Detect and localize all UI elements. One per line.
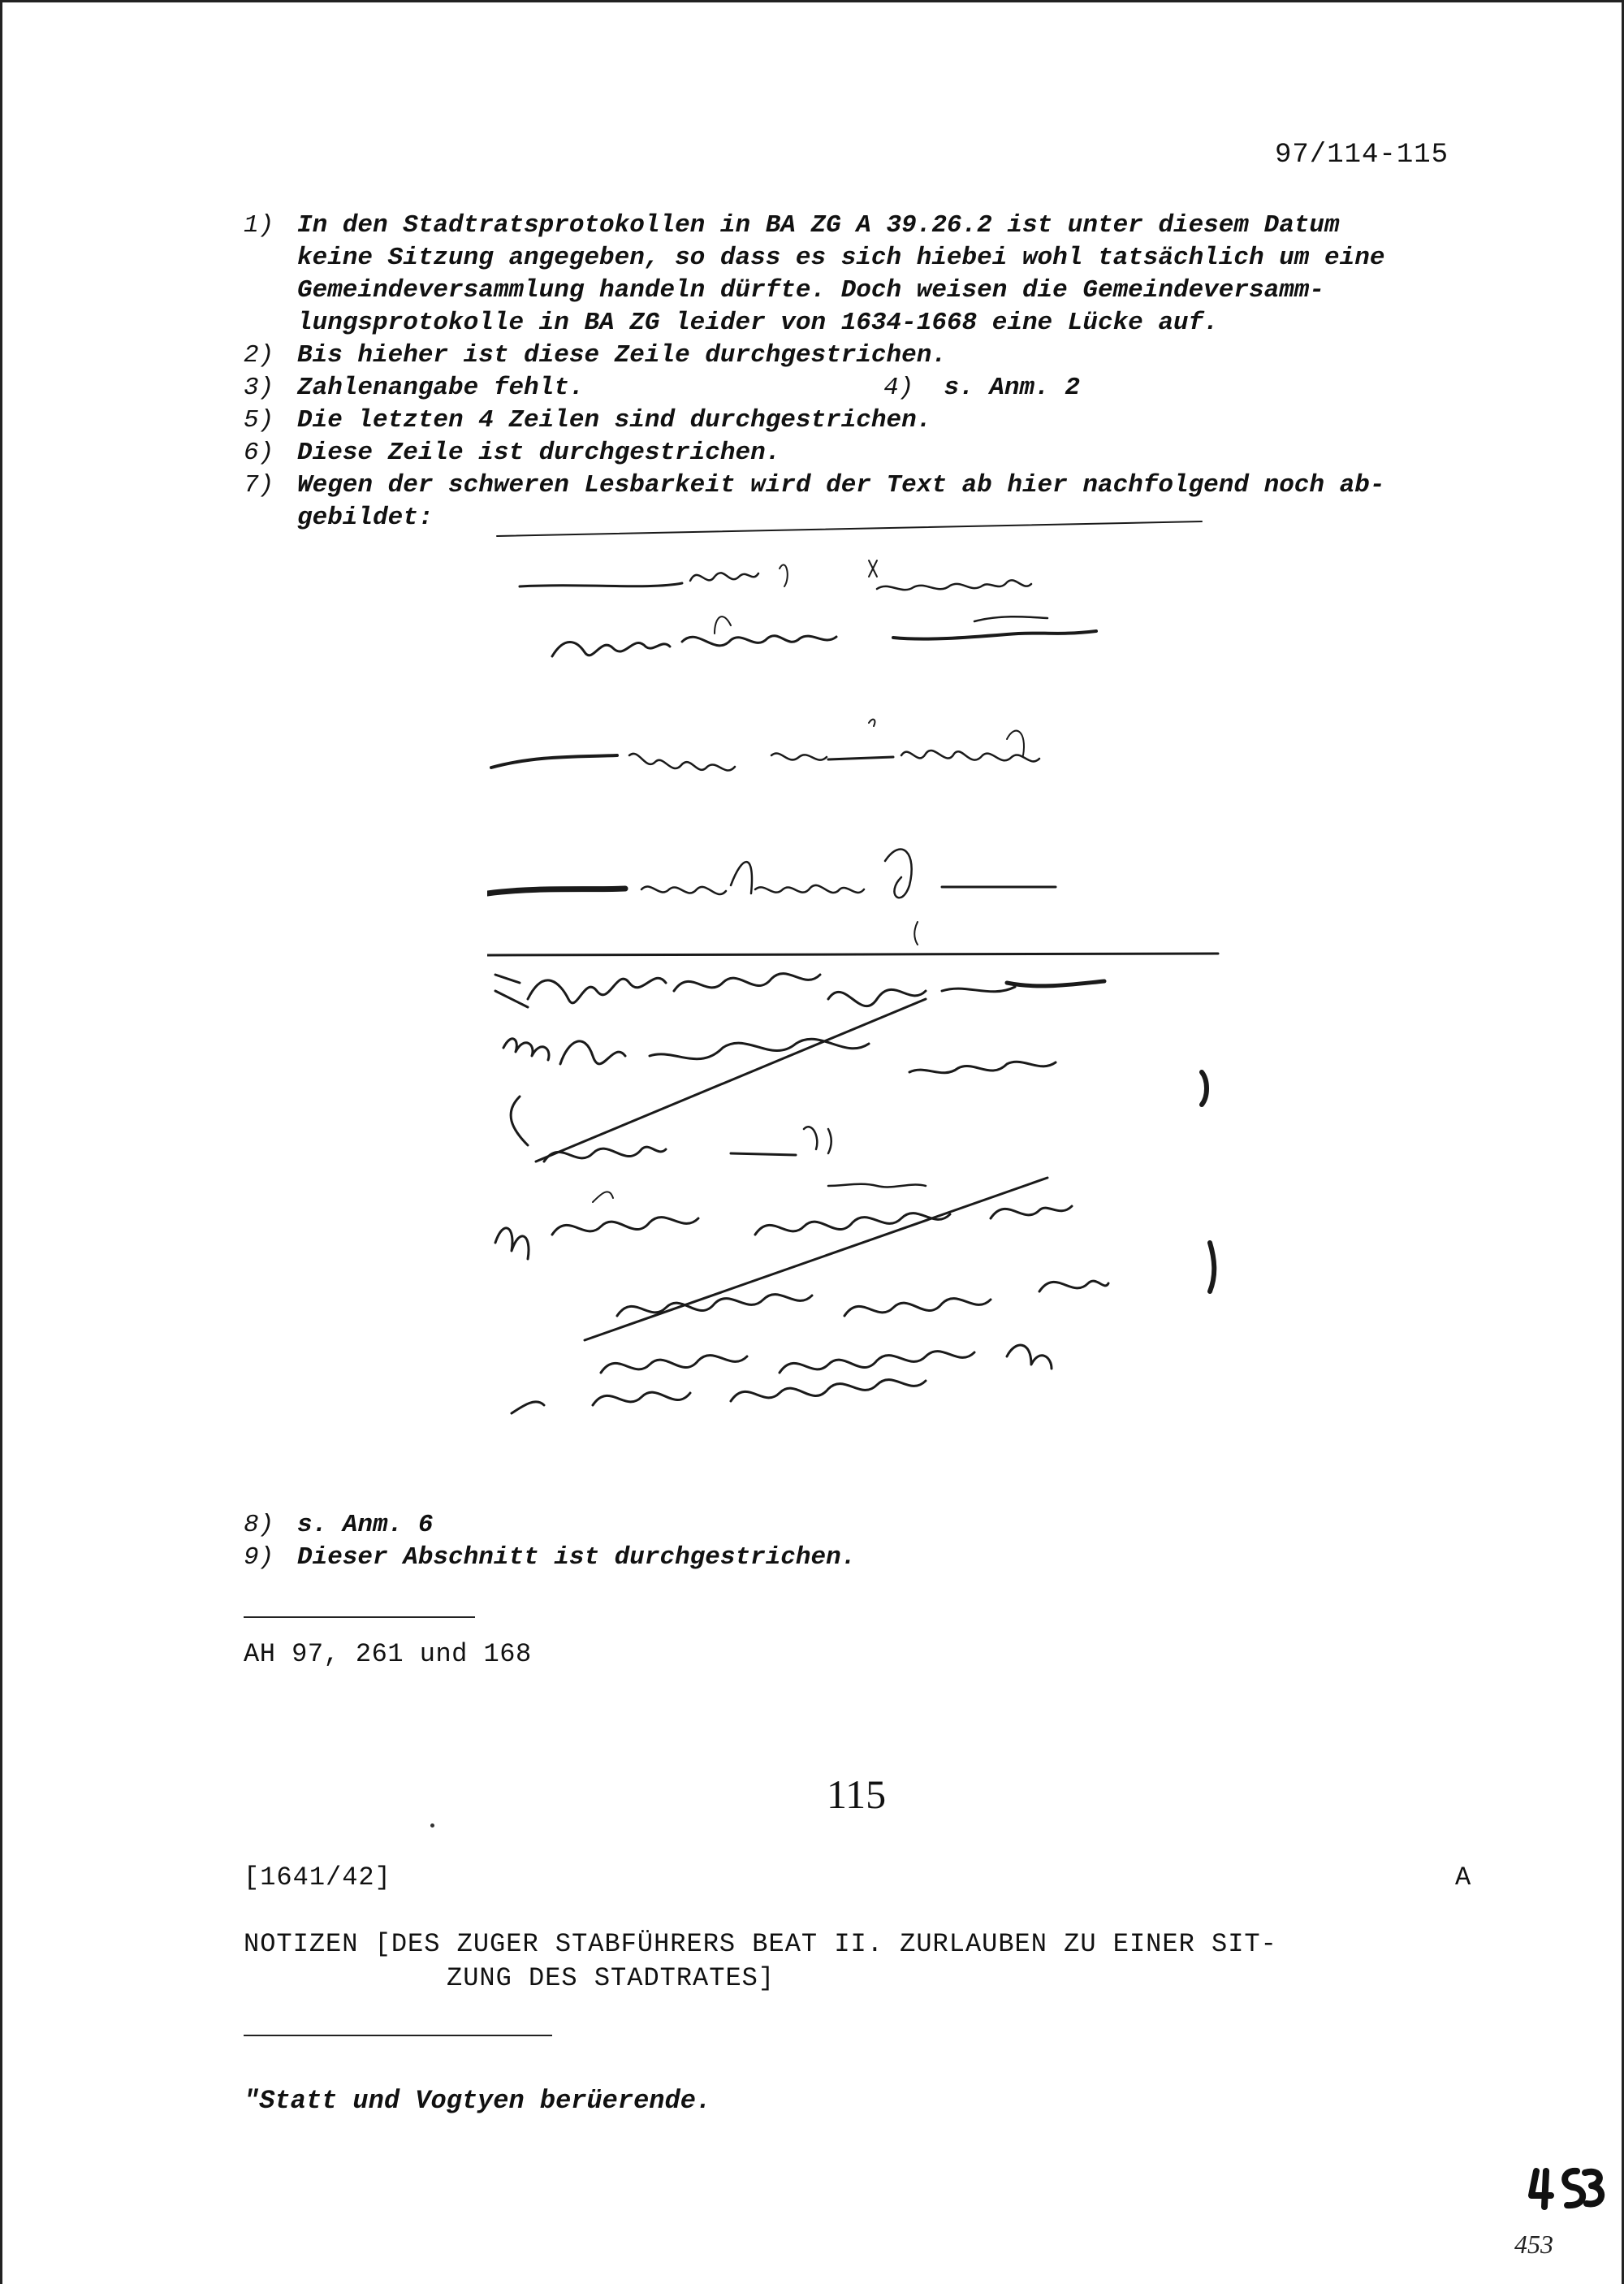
page-border-top <box>0 0 1624 2</box>
footnote-2 <box>244 340 1478 372</box>
footnote-line: gebildet: <box>297 504 434 532</box>
document-title <box>244 1927 1494 1996</box>
footnote-text: Dieser Abschnitt ist durchgestrichen. <box>297 1543 857 1572</box>
footnote-line: Zahlenangabe fehlt. <box>297 374 585 402</box>
footnote-line: Gemeindeversammlung handeln dürfte. Doch weisen die Gemeindeversamm- <box>297 276 1325 305</box>
manuscript-facsimile <box>487 512 1234 1421</box>
divider <box>244 2035 552 2036</box>
footnote-text: s. Anm. 6 <box>297 1511 434 1539</box>
footnote-9 <box>244 1542 1478 1574</box>
footnote-line: Wegen der schweren Lesbarkeit wird der Text ab hier nachfolgend noch ab- <box>297 471 1385 500</box>
footnotes-lower <box>244 1509 1478 1574</box>
footnote-text: Die letzten 4 Zeilen sind durchgestrichen. <box>297 406 932 435</box>
stray-dot <box>430 1823 434 1828</box>
archive-stamp <box>1527 2165 1608 2213</box>
footnotes-upper <box>244 210 1478 534</box>
footnote-1 <box>244 210 1478 340</box>
footnote-text <box>297 372 1478 404</box>
footnote-line: s. Anm. 2 <box>944 374 1080 402</box>
footnote-line: In den Stadtratsprotokollen in BA ZG A 39.26.2 ist unter diesem Datum <box>297 211 1340 240</box>
handwritten-page-number: 453 <box>1514 2230 1553 2259</box>
footnote-number: 3) <box>244 374 274 402</box>
footnote-line: lungsprotokolle in BA ZG leider von 1634-1668 eine Lücke auf. <box>297 309 1219 337</box>
footnote-number: 2) <box>244 341 274 370</box>
footnote-number: 4) <box>883 374 914 402</box>
footnote-text: Bis hieher ist diese Zeile durchgestrichen. <box>297 341 947 370</box>
footnote-4-inline <box>883 374 1080 402</box>
footnote-3 <box>244 372 1478 404</box>
page-reference: 97/114-115 <box>1275 140 1449 171</box>
footnote-number: 9) <box>244 1543 274 1572</box>
document-title-line: ZUNG DES STADTRATES] <box>447 1963 775 1993</box>
footnote-text: Diese Zeile ist durchgestrichen. <box>297 439 781 467</box>
document-number: 115 <box>827 1771 887 1817</box>
footnote-number: 8) <box>244 1511 274 1539</box>
footnote-number: 1) <box>244 211 274 240</box>
transcription-opening: "Statt und Vogtyen berüerende. <box>244 2086 712 2116</box>
document-version: A <box>1455 1862 1471 1893</box>
page-border-left <box>0 0 2 2284</box>
source-reference: AH 97, 261 und 168 <box>244 1639 532 1669</box>
footnote-number: 6) <box>244 439 274 467</box>
footnote-number: 7) <box>244 471 274 500</box>
footnote-number: 5) <box>244 406 274 435</box>
footnote-8 <box>244 1509 1478 1542</box>
divider <box>244 1616 475 1618</box>
footnote-line: keine Sitzung angegeben, so dass es sich hiebei wohl tatsächlich um eine <box>297 244 1385 272</box>
footnote-6 <box>244 437 1478 469</box>
document-date: [1641/42] <box>244 1862 391 1893</box>
footnote-5 <box>244 404 1478 437</box>
footnote-text <box>297 210 1478 340</box>
document-title-line: NOTIZEN [DES ZUGER STABFÜHRERS BEAT II. ZURLAUBEN ZU EINER SIT- <box>244 1929 1277 1959</box>
